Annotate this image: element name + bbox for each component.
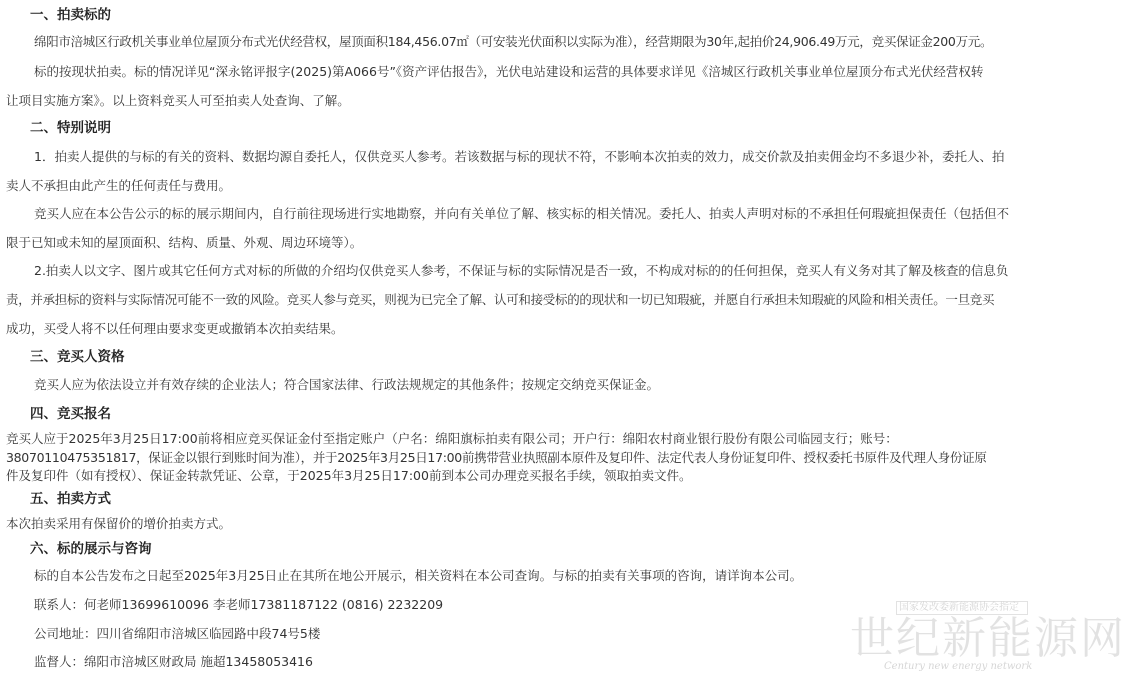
paragraph-line: 竞买人应为依法设立并有效存续的企业法人；符合国家法律、行政法规规定的其他条件；按规定交纳竞买保证金。 (34, 377, 660, 392)
paragraph-line: 绵阳市涪城区行政机关事业单位屋顶分布式光伏经营权，屋顶面积184,456.07㎡（可安装光伏面积以实际为准），经营期限为30年,起拍价24,906.49万元，竞买保证金200万元。 (34, 34, 993, 49)
section-heading-auction-method: 五、拍卖方式 (30, 491, 111, 507)
paragraph-line: 38070110475351817，保证金以银行到账时间为准），并于2025年3月25日17:00前携带营业执照副本原件及复印件、法定代表人身份证复印件、授权委托书原件及代理人身份证原 (6, 450, 987, 465)
paragraph-line: 1．拍卖人提供的与标的有关的资料、数据均源自委托人，仅供竞买人参考。若该数据与标的现状不符，不影响本次拍卖的效力，成交价款及拍卖佣金均不多退少补，委托人、拍 (34, 149, 1005, 164)
section-heading-special-notes: 二、特别说明 (30, 120, 111, 136)
contact-line: 联系人：何老师13699610096 李老师17381187122 (0816) 2232209 (34, 597, 444, 612)
paragraph-line: 卖人不承担由此产生的任何责任与费用。 (6, 178, 232, 193)
paragraph-line: 标的按现状拍卖。标的情况详见“深永铭评报字(2025)第A066号”《资产评估报告》，光伏电站建设和运营的具体要求详见《涪城区行政机关事业单位屋顶分布式光伏经营权转 (34, 64, 984, 79)
section-heading-display-consultation: 六、标的展示与咨询 (30, 541, 152, 557)
section-heading-registration: 四、竞买报名 (30, 406, 111, 422)
paragraph-line: 成功，买受人将不以任何理由要求变更或撤销本次拍卖结果。 (6, 321, 344, 336)
section-heading-auction-object: 一、拍卖标的 (30, 7, 111, 23)
watermark-small-text: 国家发改委新能源协会指定 (899, 602, 1019, 613)
address-line: 公司地址：四川省绵阳市涪城区临园路中段74号5楼 (34, 626, 321, 641)
watermark-english-text: Century new energy network (884, 661, 1033, 672)
paragraph-line: 2.拍卖人以文字、图片或其它任何方式对标的所做的介绍均仅供竞买人参考，不保证与标的实际情况是否一致，不构成对标的的任何担保，竞买人有义务对其了解及核查的信息负 (34, 263, 1009, 278)
paragraph-line: 竞买人应于2025年3月25日17:00前将相应竞买保证金付至指定账户（户名：绵阳旗标拍卖有限公司；开户行：绵阳农村商业银行股份有限公司临园支行；账号： (6, 431, 898, 446)
paragraph-line: 责，并承担标的资料与实际情况可能不一致的风险。竞买人参与竞买，则视为已完全了解、认可和接受标的的现状和一切已知瑕疵，并愿自行承担未知瑕疵的风险和相关责任。一旦竞买 (6, 292, 995, 307)
supervisor-line: 监督人：绵阳市涪城区财政局 施超13458053416 (34, 654, 313, 669)
paragraph-line: 竞买人应在本公告公示的标的展示期间内，自行前往现场进行实地勘察，并向有关单位了解、核实标的相关情况。委托人、拍卖人声明对标的不承担任何瑕疵担保责任（包括但不 (34, 206, 1010, 221)
paragraph-line: 限于已知或未知的屋顶面积、结构、质量、外观、周边环境等）。 (6, 235, 363, 250)
paragraph-line: 让项目实施方案》。以上资料竞买人可至拍卖人处查询、了解。 (6, 93, 350, 108)
paragraph-line: 件及复印件（如有授权）、保证金转款凭证、公章，于2025年3月25日17:00前到本公司办理竞买报名手续，领取拍卖文件。 (6, 468, 692, 483)
watermark-logo-text: 世纪新能源网 (850, 613, 1126, 664)
paragraph-line: 本次拍卖采用有保留价的增价拍卖方式。 (6, 516, 232, 531)
section-heading-bidder-qualification: 三、竞买人资格 (30, 349, 125, 365)
paragraph-line: 标的自本公告发布之日起至2025年3月25日止在其所在地公开展示，相关资料在本公司查询。与标的拍卖有关事项的咨询，请详询本公司。 (34, 568, 803, 583)
